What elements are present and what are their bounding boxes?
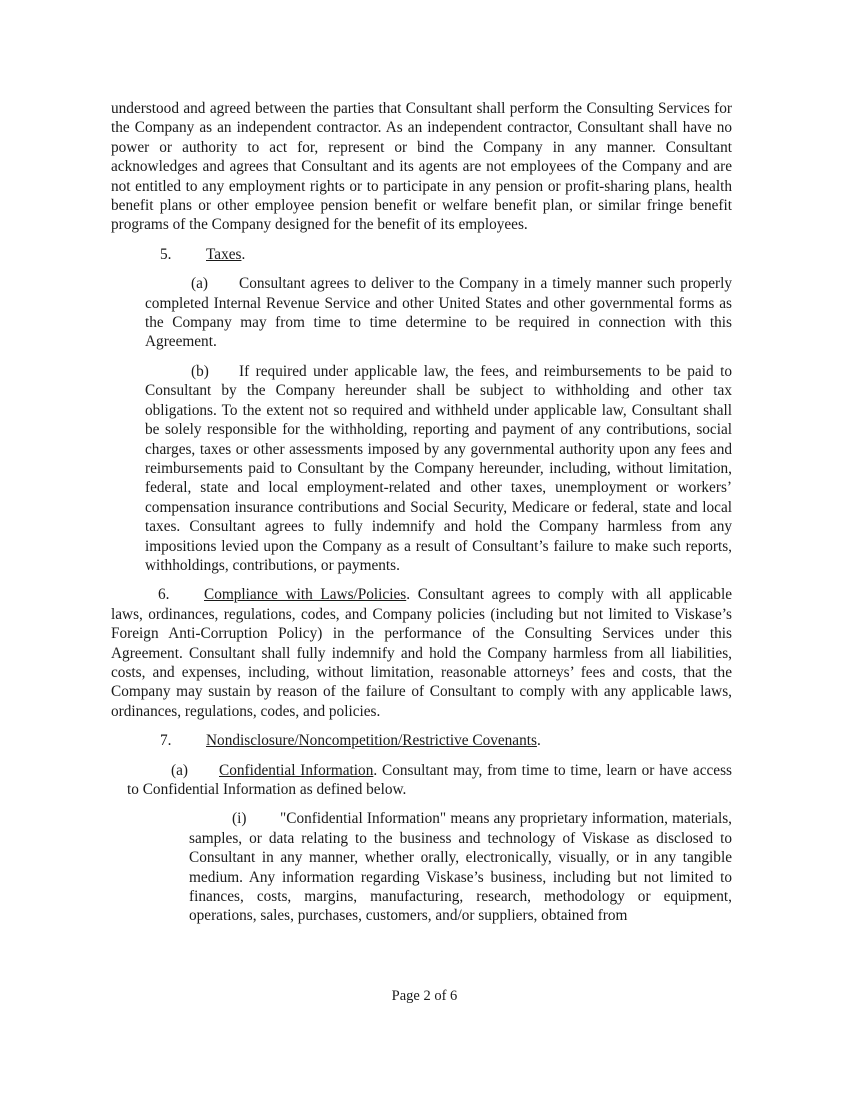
section-6-text: Consultant agrees to comply with all applicable laws, ordinances, regulations, codes, and Company policies (including but not limited to Viskase’s Foreign Anti-Corruption Policy) in the performance of the Consulting Services under this Agreement. Consultant shall fully indemnify and hold the Company harmless from all liabilities, costs, and expenses, including, without limitation, reasonable attorneys’ fees and costs, that the Company may sustain by reason of the failure of Consultant to comply with any applicable laws, ordinances, regulations, codes, and policies. xyxy=(111,586,732,720)
section-7ai-text: "Confidential Information" means any proprietary information, materials, samples, or data relating to the business and technology of Viskase as disclosed to Consultant in any manner, whether orally, electronically, visually, or in any tangible medium. Any information regarding Viskase’s business, including but not limited to finances, costs, margins, manufacturing, research, methodology or equipment, operations, sales, purchases, customers, and/or suppliers, obtained from xyxy=(189,810,732,925)
section-7ai-paragraph xyxy=(189,809,732,925)
section-5-heading: 5. Taxes. xyxy=(160,245,246,263)
section-5b-label: (b) xyxy=(191,362,209,380)
section-5a-text: Consultant agrees to deliver to the Company in a timely manner such properly completed Internal Revenue Service and other United States and other governmental forms as the Company may from time to time determine to be required in connection with this Agreement. xyxy=(145,275,732,351)
section-7a-paragraph: (a) Confidential Information. Consultant may, from time to time, learn or have access to Confidential Information as defined below. xyxy=(127,761,732,798)
intro-paragraph: understood and agreed between the parties that Consultant shall perform the Consulting Services for the Company as an independent contractor. As an independent contractor, Consultant shall have no power or authority to act for, represent or bind the Company in any manner. Consultant acknowledges and agrees that Consultant and its agents are not employees of the Company and are not entitled to any employment rights or to participate in any pension or profit-sharing plans, health benefit plans or other employee pension benefit or welfare benefit plan, or similar fringe benefit programs of the Company designed for the benefit of its employees. xyxy=(111,100,732,234)
section-5-title: Taxes xyxy=(206,245,242,263)
page-number-footer: Page 2 of 6 xyxy=(391,988,458,1004)
section-6-title: Compliance with Laws/Policies xyxy=(204,586,407,604)
section-7ai-label: (i) xyxy=(232,810,247,828)
section-5b-paragraph xyxy=(145,362,732,575)
document-page xyxy=(111,99,732,926)
section-5a-label: (a) xyxy=(191,275,208,293)
section-7-title: Nondisclosure/Noncompetition/Restrictive Covenants xyxy=(206,732,537,750)
section-7-heading: 7. Nondisclosure/Noncompetition/Restrictive Covenants. xyxy=(160,732,541,750)
section-7-number: 7. xyxy=(160,732,172,750)
section-5-number: 5. xyxy=(160,245,172,263)
section-7a-label: (a) xyxy=(171,761,188,779)
section-7a-text: Consultant may, from time to time, learn or have access to Confidential Information as defined below. xyxy=(127,761,732,798)
section-7a-title: Confidential Information xyxy=(219,761,374,779)
section-6-paragraph: 6. Compliance with Laws/Policies. Consultant agrees to comply with all applicable laws, ordinances, regulations, codes, and Company policies (including but not limited to Viskase’s Foreign Anti-Corruption Policy) in the performance of the Consulting Services under this Agreement. Consultant shall fully indemnify and hold the Company harmless from all liabilities, costs, and expenses, including, without limitation, reasonable attorneys’ fees and costs, that the Company may sustain by reason of the failure of Consultant to comply with any applicable laws, ordinances, regulations, codes, and policies. xyxy=(111,586,732,720)
section-5b-text: If required under applicable law, the fees, and reimbursements to be paid to Consultant by the Company hereunder shall be subject to withholding and other tax obligations. To the extent not so required and withheld under applicable law, Consultant shall be solely responsible for the withholding, reporting and payment of any contributions, social charges, taxes or other assessments imposed by any governmental authority upon any fees and reimbursements paid to Consultant by the Company hereunder, including, without limitation, federal, state and local employment-related and other taxes, unemployment or workers’ compensation insurance contributions and Social Security, Medicare or federal, state and local taxes. Consultant agrees to fully indemnify and hold the Company harmless from any impositions levied upon the Company as a result of Consultant’s failure to make such reports, withholdings, contributions, or payments. xyxy=(145,362,732,574)
section-6-number: 6. xyxy=(158,586,170,604)
section-5a-paragraph xyxy=(145,274,732,352)
